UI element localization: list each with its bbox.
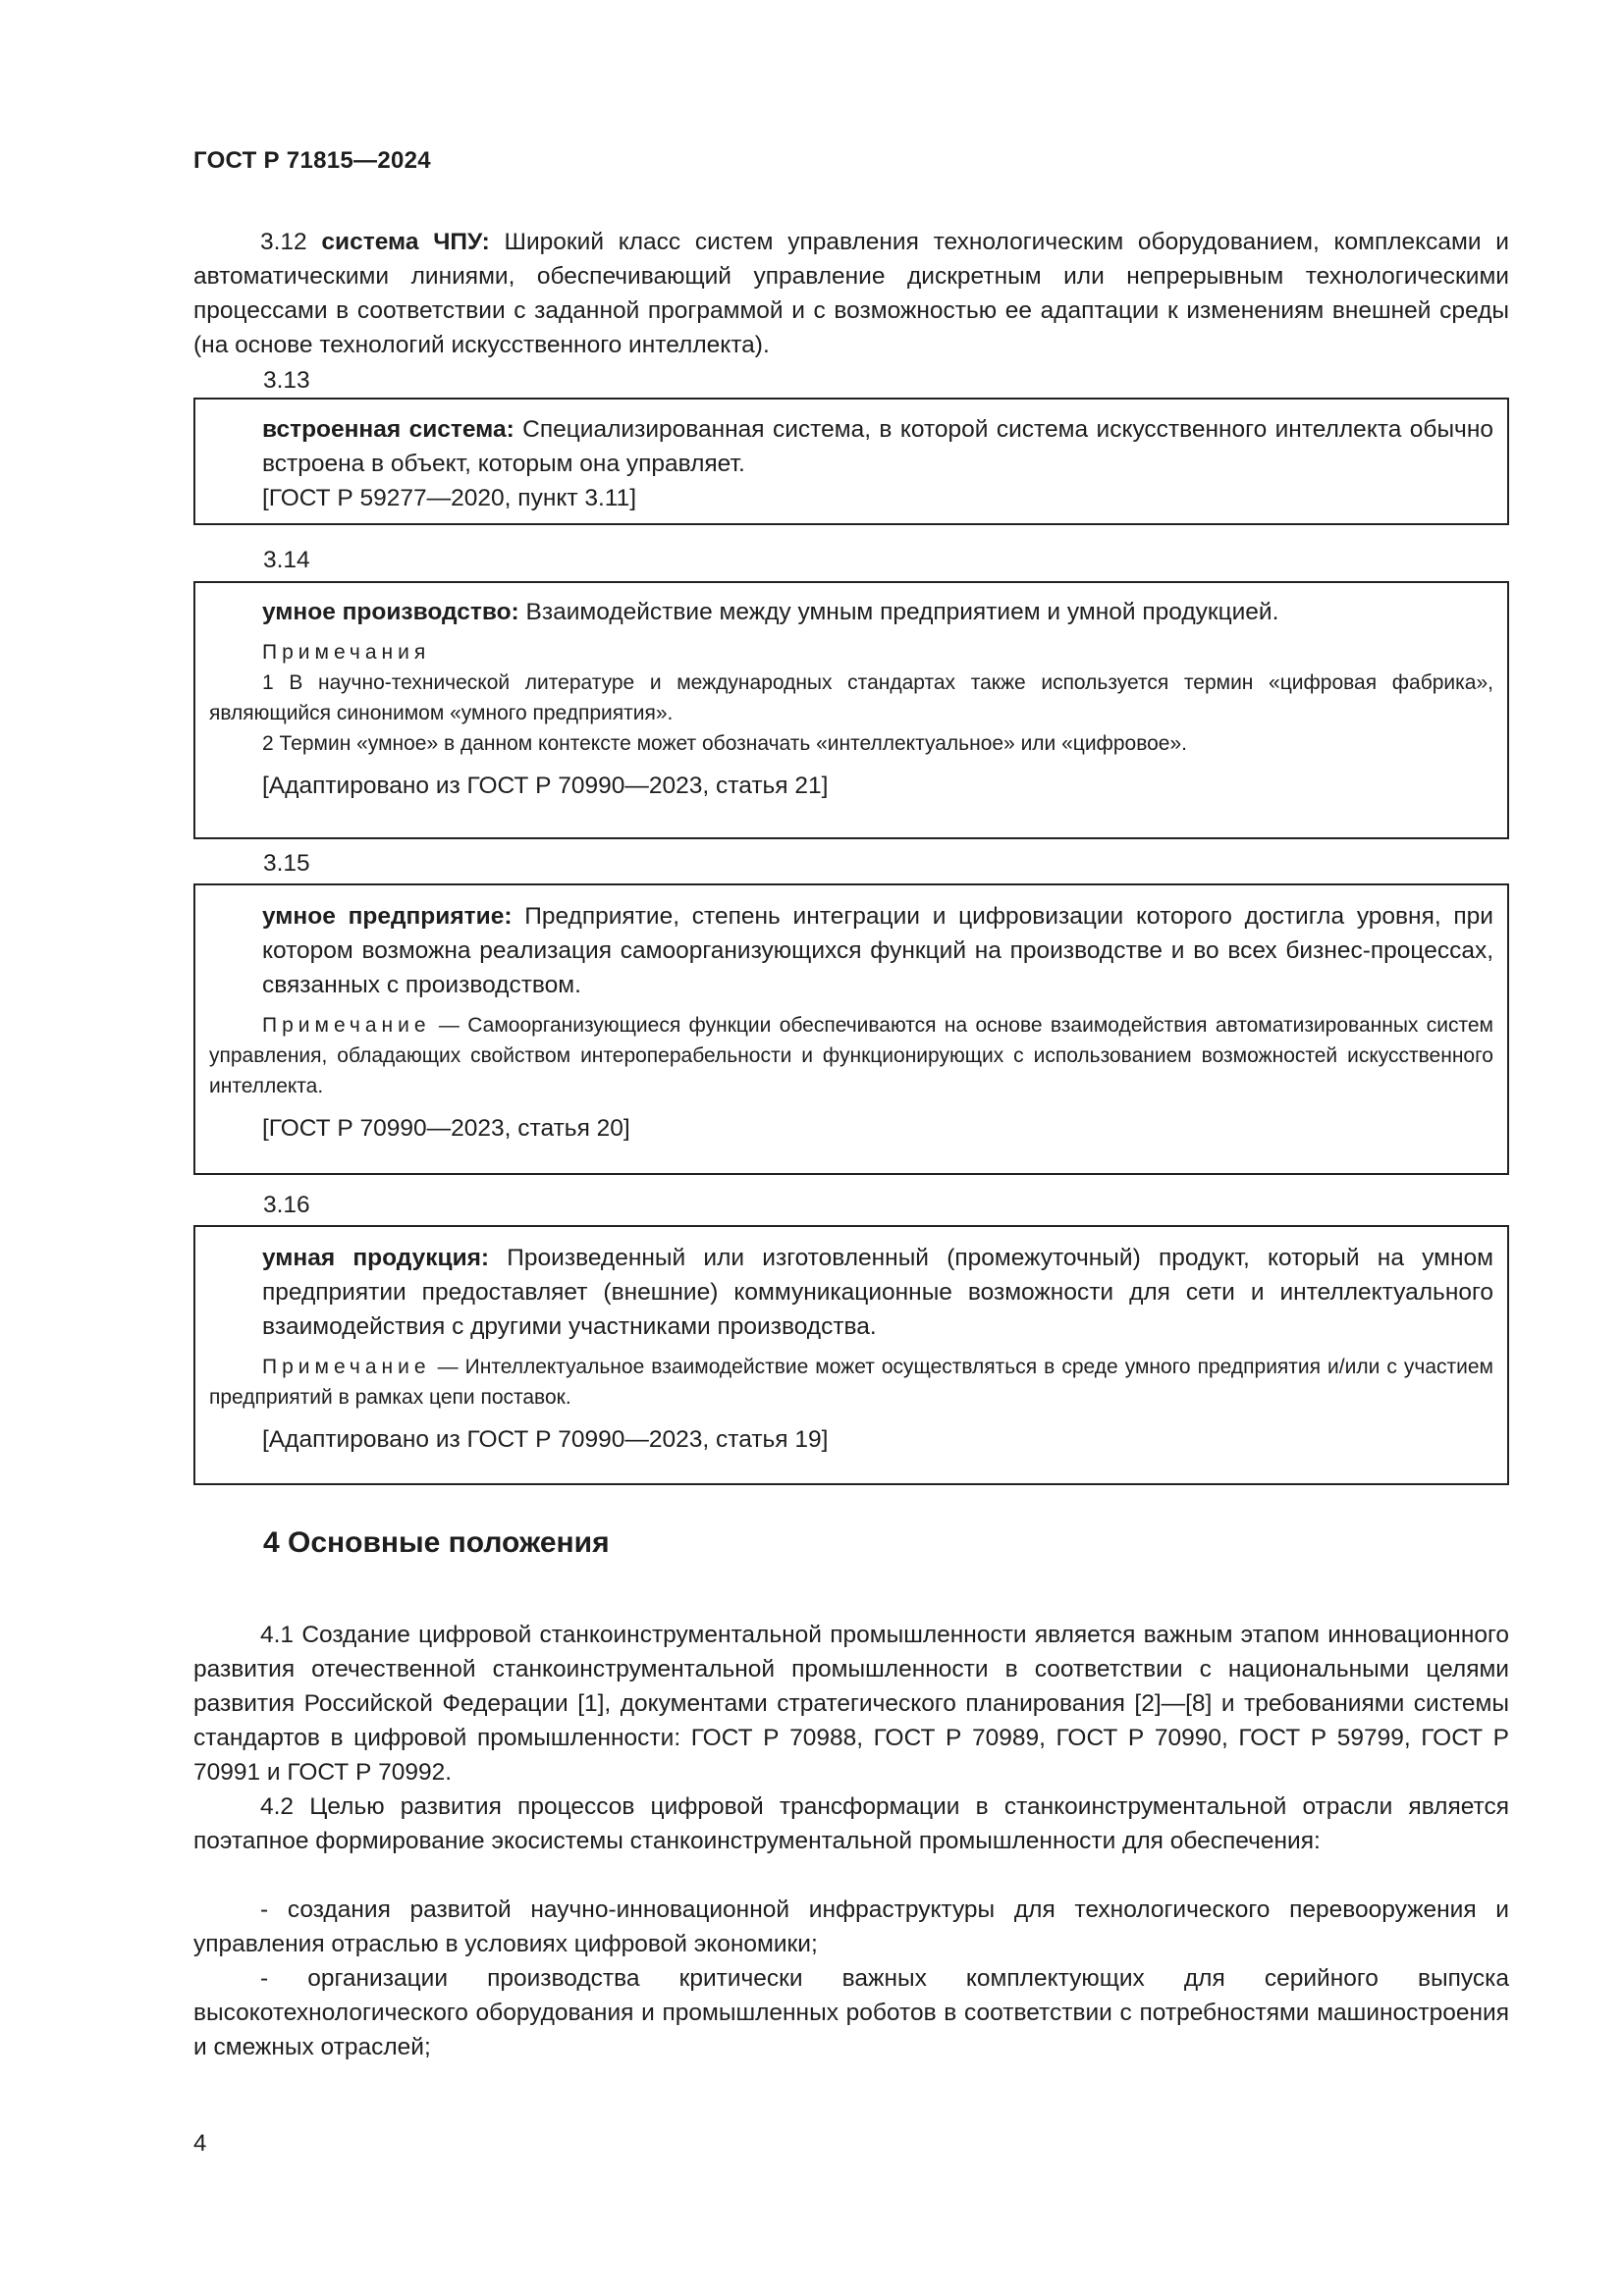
definition-text: Произведенный или изготовленный (промежуточный) продукт, который на умном предприятии предоставляет (внешние) коммуникационные возможности для сети и интеллектуального взаимодействия с другими участниками производства. xyxy=(262,1245,1493,1340)
document-header: ГОСТ Р 71815—2024 xyxy=(193,147,431,174)
note-text: — Интеллектуальное взаимодействие может осуществляться в среде умного предприятия и/или с участием предприятий в рамках цепи поставок. xyxy=(209,1356,1493,1409)
note xyxy=(195,1010,1507,1101)
term: система ЧПУ: xyxy=(321,229,490,255)
list-item: - организации производства критически важных комплектующих для серийного выпуска высокотехнологического оборудования и промышленных роботов в соответствии с потребностями машиностроения и смежных отраслей; xyxy=(193,1965,1509,2060)
definition-text: Предприятие, степень интеграции и цифровизации которого достигла уровня, при котором возможна реализация самоорганизующихся функций на производстве и во всех бизнес-процессах, связанных с производством. xyxy=(262,903,1493,998)
term: умное производство: xyxy=(262,599,519,625)
term-box-3-14 xyxy=(193,581,1509,839)
source-reference: [ГОСТ Р 70990—2023, статья 20] xyxy=(262,1115,630,1142)
definition-3-12 xyxy=(193,225,1509,362)
note-1: 1 В научно-технической литературе и международных стандартах также используется термин «цифровая фабрика», являющийся синонимом «умного предприятия». xyxy=(209,671,1493,724)
term-definition xyxy=(195,595,1507,629)
clause-number-3-16: 3.16 xyxy=(263,1192,310,1218)
definition-text: Взаимодействие между умным предприятием и умной продукцией. xyxy=(518,599,1279,625)
note-2: 2 Термин «умное» в данном контексте может обозначать «интеллектуальное» или «цифровое». xyxy=(262,732,1187,755)
page-number: 4 xyxy=(193,2130,207,2157)
note xyxy=(195,1352,1507,1413)
paragraph-4-1: 4.1 Создание цифровой станкоинструментальной промышленности является важным этапом инновационного развития отечественной станкоинструментальной промышленности в соответствии с национальными целями развития Российской Федерации [1], документами стратегического планирования [2]—[8] и требованиями системы стандартов в цифровой промышленности: ГОСТ Р 70988, ГОСТ Р 70989, ГОСТ Р 70990, ГОСТ Р 59799, ГОСТ Р 70991 и ГОСТ Р 70992. xyxy=(193,1622,1509,1786)
paragraph-4-2: 4.2 Целью развития процессов цифровой трансформации в станкоинструментальной отрасли является поэтапное формирование экосистемы станкоинструментальной промышленности для обеспечения: xyxy=(193,1793,1509,1854)
clause-number-3-15: 3.15 xyxy=(263,850,310,877)
list-item: - создания развитой научно-инновационной инфраструктуры для технологического перевооружения и управления отраслью в условиях цифровой экономики; xyxy=(193,1896,1509,1957)
section-heading: 4 Основные положения xyxy=(263,1526,610,1559)
note-text: — Самоорганизующиеся функции обеспечиваются на основе взаимодействия автоматизированных систем управления, обладающих свойством интероперабельности и функционирующих с использованием возможностей искусственного интеллекта. xyxy=(209,1014,1493,1097)
term-box-3-15 xyxy=(193,883,1509,1175)
source-reference: [Адаптировано из ГОСТ Р 70990—2023, статья 19] xyxy=(262,1426,829,1453)
source-reference: [ГОСТ Р 59277—2020, пункт 3.11] xyxy=(262,485,637,511)
clause-number-3-14: 3.14 xyxy=(263,547,310,573)
source-reference: [Адаптировано из ГОСТ Р 70990—2023, статья 21] xyxy=(262,773,829,799)
clause-number-3-13: 3.13 xyxy=(263,367,310,394)
note-label: Примечание xyxy=(262,1356,431,1378)
term-box-3-16 xyxy=(193,1225,1509,1485)
term: встроенная система: xyxy=(262,416,514,443)
term-definition xyxy=(195,412,1507,481)
term: умное предприятие: xyxy=(262,903,513,930)
term-box-3-13 xyxy=(193,398,1509,525)
term-definition xyxy=(195,899,1507,1002)
note-label: Примечание xyxy=(262,1014,431,1037)
definition-text: Специализированная система, в которой система искусственного интеллекта обычно встроена в объект, которым она управляет. xyxy=(262,416,1493,477)
definition-text: Широкий класс систем управления технологическим оборудованием, комплексами и автоматическими линиями, обеспечивающий управление дискретным или непрерывным технологическими процессами в соответствии с заданной программой и с возможностью ее адаптации к изменениям внешней среды (на основе технологий искусственного интеллекта). xyxy=(193,229,1509,358)
notes-heading: Примечания xyxy=(262,641,431,664)
term: умная продукция: xyxy=(262,1245,490,1271)
clause-number: 3.12 xyxy=(260,229,307,255)
term-definition xyxy=(195,1241,1507,1344)
